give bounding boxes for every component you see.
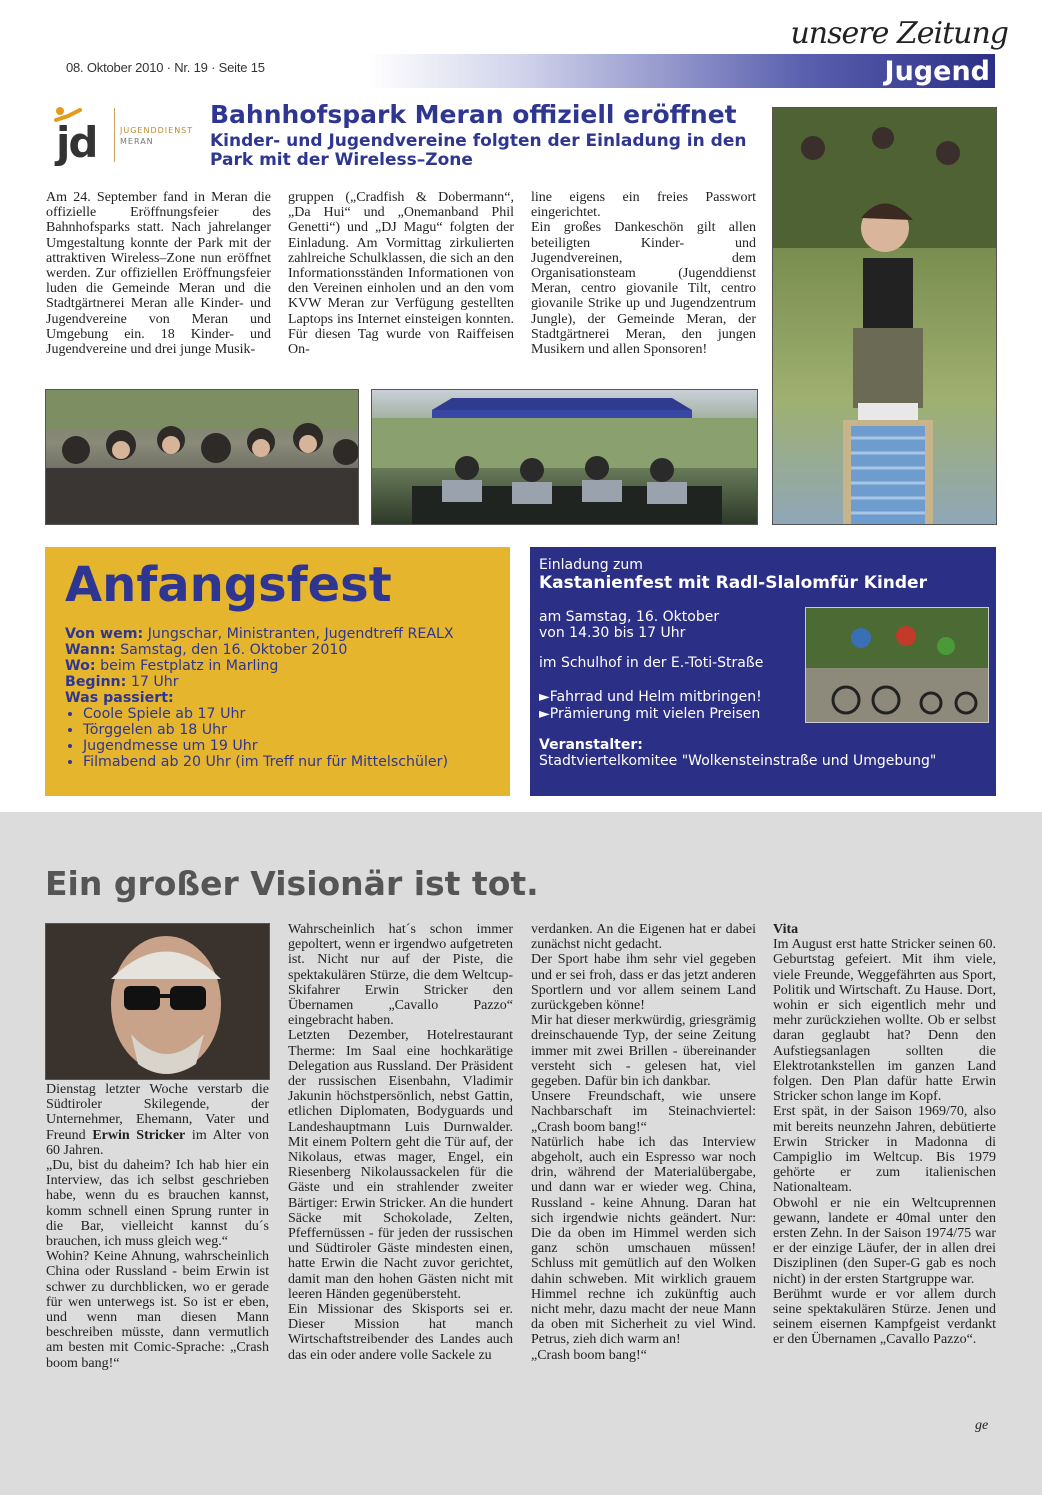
invitation-label: Einladung zum bbox=[539, 557, 643, 573]
article-paragraph: „Crash boom bang!“ bbox=[531, 1347, 647, 1363]
detail-value: beim Festplatz in Marling bbox=[95, 658, 279, 674]
article-paragraph: Im August erst hatte Stricker seinen 60. Geburtstag gefeiert. Mit ihm viele, viele Freunde, Weggefährten aus Sport, Politik und Wirtschaft. Zu Hause. Dort, wohin er sich eigentlich mehr und mehr zurückziehen wollte. Ob er selbst daran geglaubt hat? Denn den Aufstiegsanlagen sollten die Elektrotankstellen im ganzen Land folgen. Den Plan dafür hatte Erwin Stricker schon lange im Kopf. bbox=[773, 937, 996, 1105]
detail-where bbox=[65, 658, 505, 674]
article1-column-3 bbox=[531, 190, 756, 357]
crowd-photo-placeholder bbox=[46, 390, 358, 524]
logo-line1: JUGENDDIENST bbox=[120, 126, 194, 135]
detail-what bbox=[65, 690, 505, 706]
detail-label: Wann: bbox=[65, 642, 116, 658]
article-paragraph: verdanken. An die Eigenen hat er dabei zunächst nicht gedacht. bbox=[531, 922, 756, 953]
date-line: am Samstag, 16. Oktober bbox=[539, 609, 720, 625]
detail-label: Was passiert: bbox=[65, 690, 174, 706]
detail-who bbox=[65, 626, 505, 642]
photo-laptops-tent bbox=[371, 389, 758, 525]
kastanienfest-date bbox=[539, 609, 779, 641]
person-name: Erwin Stricker bbox=[92, 1127, 186, 1143]
portrait-photo-placeholder bbox=[46, 924, 269, 1079]
article2-column-1 bbox=[46, 1082, 269, 1371]
article2-headline: Ein großer Visionär ist tot. bbox=[45, 864, 539, 903]
list-item: ►Prämierung mit vielen Preisen bbox=[539, 706, 761, 722]
kastanienfest-title: Kastanienfest mit Radl-Slalomfür Kinder bbox=[539, 573, 927, 593]
article-paragraph: Ein Missionar des Skisports sei er. Dieser Mission hat manch Wirtschaftstreibender des Landes auch das ein oder andere volle Sackele zu bbox=[288, 1302, 513, 1363]
logo-mark: jd bbox=[56, 118, 97, 167]
anfangsfest-details bbox=[65, 626, 505, 770]
list-item: ►Fahrrad und Helm mitbringen! bbox=[539, 689, 762, 705]
photo-woman-roller-ramp bbox=[772, 107, 997, 525]
organizer-name: Stadtviertelkomitee "Wolkensteinstraße und Umgebung" bbox=[539, 753, 937, 769]
article-paragraph: Wahrscheinlich hat´s schon immer gepoltert, wenn er irgendwo aufgetreten ist. Nicht nur auf der Piste, die spektakulären Stürze, die dem Weltcup-Skifahrer Erwin Stricker den Übernamen „Cavallo Pazzo“ eingebracht haben. bbox=[288, 922, 513, 1029]
article-paragraph: Obwohl er nie ein Weltcuprennen gewann, landete er 40mal unter den ersten Zehn. In der Saison 1974/75 war er der einzige Läufer, der in allen drei Disziplinen (den Super-G gab es noch nicht) in der ersten Startgruppe war. bbox=[773, 1195, 996, 1287]
kastanienfest-place: im Schulhof in der E.-Toti-Straße bbox=[539, 655, 764, 671]
article-paragraph: Mir hat dieser merkwürdig, griesgrämig dreinschauende Typ, der seine Zeitung immer mit zwei Brillen - übereinander versteht sich - gelesen hat, viel gegeben. Dafür bin ich dankbar. bbox=[531, 1013, 756, 1090]
logo-line2: MERAN bbox=[120, 137, 154, 146]
detail-value: Samstag, den 16. Oktober 2010 bbox=[115, 642, 348, 658]
article-paragraph: Natürlich habe ich das Interview abgeholt, auch ein Espresso war noch drin, während der Materialübergabe, und dann war er wieder weg. China, Russland - keine Ahnung. Daran hat sich irgendwie nichts geändert. Nur: Die da oben im Himmel werden sich ganz schön umschauen müssen! Schluss mit gemütlich auf den Wolken dahin schweben. Mit wirklich grauem Himmel rechne ich zukünftig auch nicht mehr, dazu macht der neue Mann da oben mit Sicherheit zu viel Wind. Petrus, zieh dich warm an! bbox=[531, 1134, 756, 1348]
time-line: von 14.30 bis 17 Uhr bbox=[539, 625, 686, 641]
detail-start bbox=[65, 674, 505, 690]
kids-photo-placeholder bbox=[806, 608, 988, 722]
detail-value: Jungschar, Ministranten, Jugendtreff REALX bbox=[143, 626, 454, 642]
organizer-label: Veranstalter: bbox=[539, 737, 643, 753]
list-item: • Coole Spiele ab 17 Uhr bbox=[83, 706, 505, 722]
article-paragraph: line eigens ein freies Passwort eingerichtet. bbox=[531, 190, 756, 221]
article-paragraph: Berühmt wurde er vor allem durch seine spektakulären Stürze. Jenen und seinem eisernen Kampfgeist verdankt er den Übernamen „Cavallo Pazzo“. bbox=[773, 1286, 996, 1348]
article-paragraph: Wohin? Keine Ahnung, wahrscheinlich China oder Russland - beim Erwin ist schwer zu durchblicken, wo er gerade für wen unterwegs ist. So ist er eben, und wenn man diesen Mann beschreiben müsste, dann vermutlich am besten mit Comic-Sprache: „Crash boom bang!“ bbox=[46, 1249, 269, 1371]
article-paragraph: Unsere Freundschaft, wie unsere Nachbarschaft im Steinachviertel: „Crash boom bang!“ bbox=[531, 1089, 756, 1135]
detail-label: Wo: bbox=[65, 658, 96, 674]
detail-label: Von wem: bbox=[65, 626, 144, 642]
article1-column-1 bbox=[46, 190, 271, 357]
article-paragraph: Erst spät, in der Saison 1969/70, also mit bereits neunzehn Jahren, debütierte Erwin Stricker in Madonna di Campiglio im Weltcup. Bis 1979 gehörte er zum italienischen Nationalteam. bbox=[773, 1104, 996, 1196]
author-signature: ge bbox=[975, 1418, 989, 1433]
detail-value: 17 Uhr bbox=[126, 674, 179, 690]
article1-subheadline: Kinder- und Jugendvereine folgten der Einladung in den Park mit der Wireless–Zone bbox=[210, 131, 747, 170]
article-paragraph: gruppen („Cradfish & Dobermann“, „Da Hui“ und „Onemanband Phil Genetti“) und „DJ Magu“ folgten der Einladung. Am Vormittag zirkulierten zahlreiche Schulklassen, die sich an den Informationsständen Informationen von den Vereinen einholen und an den vom KVW Meran zur Verfügung gestellten Laptops ins Internet einsteigen konnten. Für diesen Tag wurde von Raiffeisen On- bbox=[288, 190, 514, 358]
section-title: Jugend bbox=[884, 56, 990, 87]
vita-heading bbox=[773, 922, 996, 937]
jugenddienst-logo bbox=[50, 104, 200, 166]
text-run: im Alter von 60 Jahren. bbox=[46, 1127, 269, 1158]
list-item: • Filmabend ab 20 Uhr (im Treff nur für Mittelschüler) bbox=[83, 754, 505, 770]
vita-heading-text: Vita bbox=[773, 922, 799, 937]
photo-erwin-stricker bbox=[45, 923, 270, 1080]
ramp-photo-placeholder bbox=[773, 108, 996, 524]
article-paragraph: Ein großes Dankeschön gilt allen beteiligten Kinder- und Jugendvereinen, dem Organisationsteam (Jugenddienst Meran, centro giovanile Tilt, centro giovanile Strike up und Jugendzentrum Jungle), der Gemeinde Meran, der Stadtgärtnerei Meran, den jungen Musikern und allen Sponsoren! bbox=[531, 220, 756, 358]
detail-label: Beginn: bbox=[65, 674, 127, 690]
article-paragraph bbox=[46, 1082, 269, 1158]
detail-when bbox=[65, 642, 505, 658]
kastanienfest-items bbox=[539, 689, 762, 723]
photo-kids-bikes bbox=[805, 607, 989, 723]
article2-column-4 bbox=[773, 922, 996, 1348]
photo-crowd bbox=[45, 389, 359, 525]
logo-divider bbox=[114, 108, 115, 162]
anfangsfest-title: Anfangsfest bbox=[65, 557, 392, 613]
article1-headline: Bahnhofspark Meran offiziell eröffnet bbox=[210, 100, 737, 129]
list-item: • Törggelen ab 18 Uhr bbox=[83, 722, 505, 738]
text-run: Dienstag letzter Woche verstarb die Südtiroler Skilegende, der Unternehmer, Ehemann, Vater und Freund bbox=[46, 1082, 269, 1143]
article-paragraph: Am 24. September fand in Meran die offizielle Eröffnungsfeier des Bahnhofsparks statt. Nach jahrelanger Umgestaltung konnte der Park mit der attraktiven Wireless–Zone nun eröffnet werden. Zur offiziellen Eröffnungsfeier luden die Gemeinde Meran und die Stadtgärtnerei Meran alle Kinder- und Jugendvereine von Meran und Umgebung ein. 18 Kinder- und Jugendvereine und drei junge Musik- bbox=[46, 190, 271, 358]
program-list bbox=[65, 706, 505, 770]
newspaper-brand: unsere Zeitung bbox=[790, 16, 1008, 51]
list-item: • Jugendmesse um 19 Uhr bbox=[83, 738, 505, 754]
article-paragraph: Der Sport habe ihm sehr viel gegeben und er sei froh, dass er das jetzt anderen Sportlern und vor allem seinem Land zurückgeben könne! bbox=[531, 952, 756, 1014]
issue-date-line: 08. Oktober 2010 · Nr. 19 · Seite 15 bbox=[66, 60, 265, 75]
article1-column-2 bbox=[288, 190, 514, 357]
article-paragraph: Letzten Dezember, Hotelrestaurant Therme: Im Saal eine hochkarätige Delegation aus Russland. Der Präsident der russischen Eisenbahn, Vladimir Jakunin höchstpersönlich, nebst Gattin, etlichen Diplomaten, Bodyguards und Landeshauptmann Luis Durnwalder. Mit einem Poltern geht die Tür auf, der Nikolaus, etwas mager, Engel, ein Riesenberg Nikolaussackelen für die Gäste und ein strahlender zweiter Bärtiger: Erwin Stricker. An die hundert Säcke mit Schokolade, Zelten, Pfeffernüssen - für jeden der russischen und Südtiroler Gäste mindesten einen, hatte Erwin die Nacht zuvor gerichtet, damit man den hohen Gästen nicht mit leeren Händen gegenübersteht. bbox=[288, 1028, 513, 1302]
article2-column-3 bbox=[531, 922, 756, 1363]
laptops-photo-placeholder bbox=[372, 390, 757, 524]
anfangsfest-box bbox=[45, 547, 510, 796]
kastanienfest-box bbox=[530, 547, 996, 796]
article-paragraph: „Du, bist du daheim? Ich hab hier ein Interview, das ich selbst geschrieben habe, wenn du es brauchen kannst, komm schnell einen Sprung runter in die Bar, vielleicht kannst du´s brauchen, ich muss gleich weg.“ bbox=[46, 1158, 269, 1250]
article2-column-2 bbox=[288, 922, 513, 1363]
